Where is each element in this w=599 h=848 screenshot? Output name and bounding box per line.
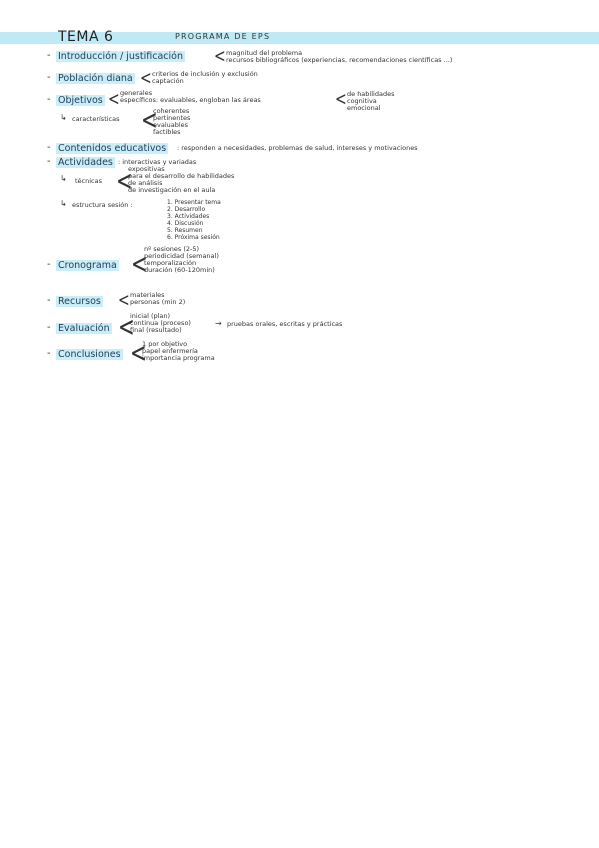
tecnicas-list	[128, 166, 234, 194]
list-item: pertinentes	[153, 114, 191, 122]
list-item: específicos: evaluables, engloban las áreas	[120, 96, 261, 104]
heading-conclusiones: Conclusiones	[58, 349, 121, 360]
hook-arrow-icon: ↳	[60, 113, 67, 122]
list-item: magnitud del problema	[226, 49, 303, 57]
heading-objetivos: Objetivos	[58, 95, 103, 106]
introduccion-list	[226, 50, 452, 64]
brace-icon: <	[335, 89, 347, 111]
estructura-label: estructura sesión :	[72, 201, 133, 209]
list-item: importancia programa	[142, 354, 215, 362]
heading-actividades: Actividades	[58, 157, 113, 168]
list-item: de análisis	[128, 179, 163, 187]
brace-icon: <	[140, 68, 152, 90]
brace-icon: <	[214, 46, 226, 68]
right-arrow-icon: →	[215, 319, 222, 328]
list-item: temporalización	[144, 259, 197, 267]
recursos-list	[130, 292, 185, 306]
list-item: emocional	[347, 104, 381, 112]
bullet-dash: -	[47, 322, 51, 333]
page-title: TEMA 6	[58, 29, 114, 45]
brace-icon: <	[130, 335, 147, 369]
caracteristicas-label: características	[72, 115, 120, 123]
objetivos-areas-list	[347, 91, 394, 112]
heading-introduccion: Introducción / justificación	[58, 51, 183, 62]
list-item: para el desarrollo de habilidades	[128, 172, 235, 180]
list-item: periodicidad (semanal)	[144, 252, 219, 260]
list-item: 1. Presentar tema	[167, 199, 221, 206]
list-item: de investigación en el aula	[128, 186, 216, 194]
heading-recursos: Recursos	[58, 296, 101, 307]
bullet-dash: -	[47, 72, 51, 83]
page-subtitle: PROGRAMA DE EPS	[175, 32, 271, 41]
list-item: nº sesiones (2-5)	[144, 245, 200, 253]
heading-poblacion: Población diana	[58, 73, 133, 84]
evaluacion-arrow-text: pruebas orales, escritas y prácticas	[227, 320, 343, 328]
list-item: continua (proceso)	[130, 319, 191, 327]
contenidos-text: : responden a necesidades, problemas de salud, intereses y motivaciones	[177, 144, 418, 152]
bullet-dash: -	[47, 94, 51, 105]
list-item: criterios de inclusión y exclusión	[152, 70, 258, 78]
brace-icon: <	[116, 163, 133, 197]
cronograma-list	[144, 246, 219, 274]
caracteristicas-list	[153, 108, 190, 136]
list-item: evaluables	[153, 121, 189, 129]
brace-icon: <	[131, 246, 148, 280]
list-item: factibles	[153, 128, 181, 136]
bullet-dash: -	[47, 156, 51, 167]
list-item: recursos bibliográficos (experiencias, recomendaciones científicas ...)	[226, 56, 453, 64]
brace-icon: <	[118, 309, 135, 343]
brace-icon: <	[118, 290, 130, 312]
list-item: cognitiva	[347, 97, 377, 105]
brace-icon: <	[141, 102, 158, 136]
list-item: 6. Próxima sesión	[167, 234, 220, 241]
list-item: expositivas	[128, 165, 165, 173]
actividades-text: : interactivas y variadas	[118, 158, 197, 166]
bullet-dash: -	[47, 295, 51, 306]
list-item: 3. Actividades	[167, 213, 210, 220]
brace-icon: <	[108, 89, 120, 111]
list-item: 1 por objetivo	[142, 340, 188, 348]
bullet-dash: -	[47, 348, 51, 359]
evaluacion-list	[130, 313, 191, 334]
list-item: inicial (plan)	[130, 312, 171, 320]
estructura-list	[167, 199, 221, 241]
heading-cronograma: Cronograma	[58, 260, 117, 271]
hook-arrow-icon: ↳	[60, 199, 67, 208]
list-item: generales	[120, 89, 153, 97]
heading-evaluacion: Evaluación	[58, 323, 110, 334]
list-item: 2. Desarrollo	[167, 206, 206, 213]
tecnicas-label: técnicas	[75, 177, 102, 185]
list-item: papel enfermería	[142, 347, 198, 355]
list-item: captación	[152, 77, 184, 85]
bullet-dash: -	[47, 259, 51, 270]
list-item: de habilidades	[347, 90, 395, 98]
hook-arrow-icon: ↳	[60, 174, 67, 183]
list-item: 5. Resumen	[167, 227, 203, 234]
conclusiones-list	[142, 341, 215, 362]
list-item: coherentes	[153, 107, 190, 115]
heading-contenidos: Contenidos educativos	[58, 143, 167, 154]
list-item: personas (min 2)	[130, 298, 186, 306]
list-item: final (resultado)	[130, 326, 182, 334]
list-item: 4. Discusión	[167, 220, 204, 227]
bullet-dash: -	[47, 50, 51, 61]
list-item: duración (60-120min)	[144, 266, 215, 274]
bullet-dash: -	[47, 142, 51, 153]
poblacion-list	[152, 71, 258, 85]
list-item: materiales	[130, 291, 165, 299]
